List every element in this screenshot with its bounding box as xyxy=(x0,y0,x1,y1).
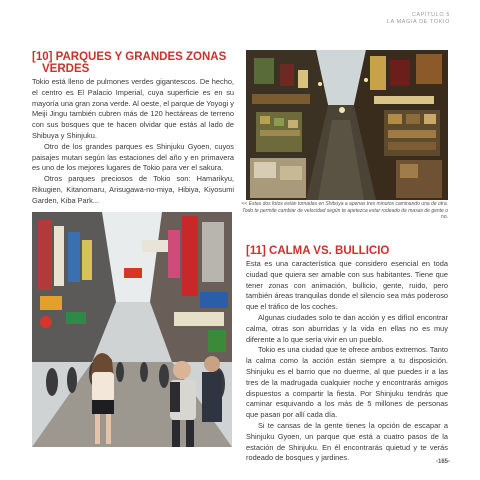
photo-caption-line1: << Estas dos fotos están tomadas en Shibuya a apenas tres minutos caminando una de otra. xyxy=(241,201,448,207)
photo-caption-line2: Todo te permite cambiar de velocidad según te apetezca estar rodeado de masas de gente o no. xyxy=(242,207,448,221)
running-head-chapter: CAPÍTULO 5 xyxy=(411,12,450,18)
running-head xyxy=(387,12,450,26)
section-11-body xyxy=(246,259,448,464)
section-11-paragraph: Si te cansas de la gente tienes la opción de escapar a Shinjuku Gyoen, un parque que está a cuatro pasos de la estación de Shinjuku. En él encontrarás quietud y te verás rodeado de bosques y jardines. xyxy=(246,420,448,463)
running-head-title: LA MAGIA DE TOKIO xyxy=(386,19,450,25)
section-10-heading-line1: [10] PARQUES Y GRANDES ZONAS xyxy=(32,51,227,63)
alley-illustration xyxy=(246,50,448,200)
section-10-heading xyxy=(32,51,232,75)
section-10-body xyxy=(32,77,234,207)
photo-shibuya-crowd xyxy=(32,212,232,447)
photo-shibuya-alley xyxy=(246,50,448,200)
section-11-paragraph: Algunas ciudades solo te dan acción y es difícil encontrar calma, otras son aburridas y la vida en ellas no es muy diferente a lo que sería vivir en un pueblo. xyxy=(246,312,448,344)
section-11-heading: [11] CALMA VS. BULLICIO xyxy=(246,245,390,257)
section-10-paragraph: Otros parques preciosos de Tokio son: Hamarikyu, Rikugien, Kitanomaru, Arisugawa-no-miya, Hibiya, Kiyosumi Garden, Kiba Park... xyxy=(32,174,234,205)
photo-caption xyxy=(238,201,448,221)
page-number: -165- xyxy=(435,459,450,465)
section-10-paragraph: Tokio está lleno de pulmones verdes gigantescos. De hecho, el centro es El Palacio Imperial, cuya superficie es en su mayoría una gran zona verde. Al oeste, el parque de Yoyogi y Meiji Jingu también cubren más de 120 hectáreas de terreno con sus bosques que te hacen olvidar que estás al lado de Shibuya y Shinjuku. xyxy=(32,77,234,140)
section-11-paragraph: Esta es una característica que considero esencial en toda ciudad que quiera ser amable con sus habitantes. Tiene que tener zonas con animación, bullicio, gente, ruido, pero también áreas tranquilas donde el silencio sea más poderoso que el tráfico de los coches. xyxy=(246,259,448,312)
section-11-paragraph: Tokio es una ciudad que te ofrece ambos extremos. Tanto la calma como la acción están siempre a tu disposición. Shinjuku es el barrio que no duerme, al que puedes ir a las tres de la madrugada cualquier noche y encontrarás amigos dispuestos a compartir la fiesta. Por Shinjuku tendrás que caminar esquivando a los más de 5 millones de personas que pasan por allí cada día. xyxy=(246,345,448,420)
section-10-heading-line2: VERDES xyxy=(42,63,90,75)
crowd-illustration xyxy=(32,212,232,447)
section-10-paragraph: Otro de los grandes parques es Shinjuku Gyoen, cuyos paisajes mutan según las estaciones del año y en primavera es uno de los mejores lugares de Tokio para ver el sakura. xyxy=(32,141,234,173)
